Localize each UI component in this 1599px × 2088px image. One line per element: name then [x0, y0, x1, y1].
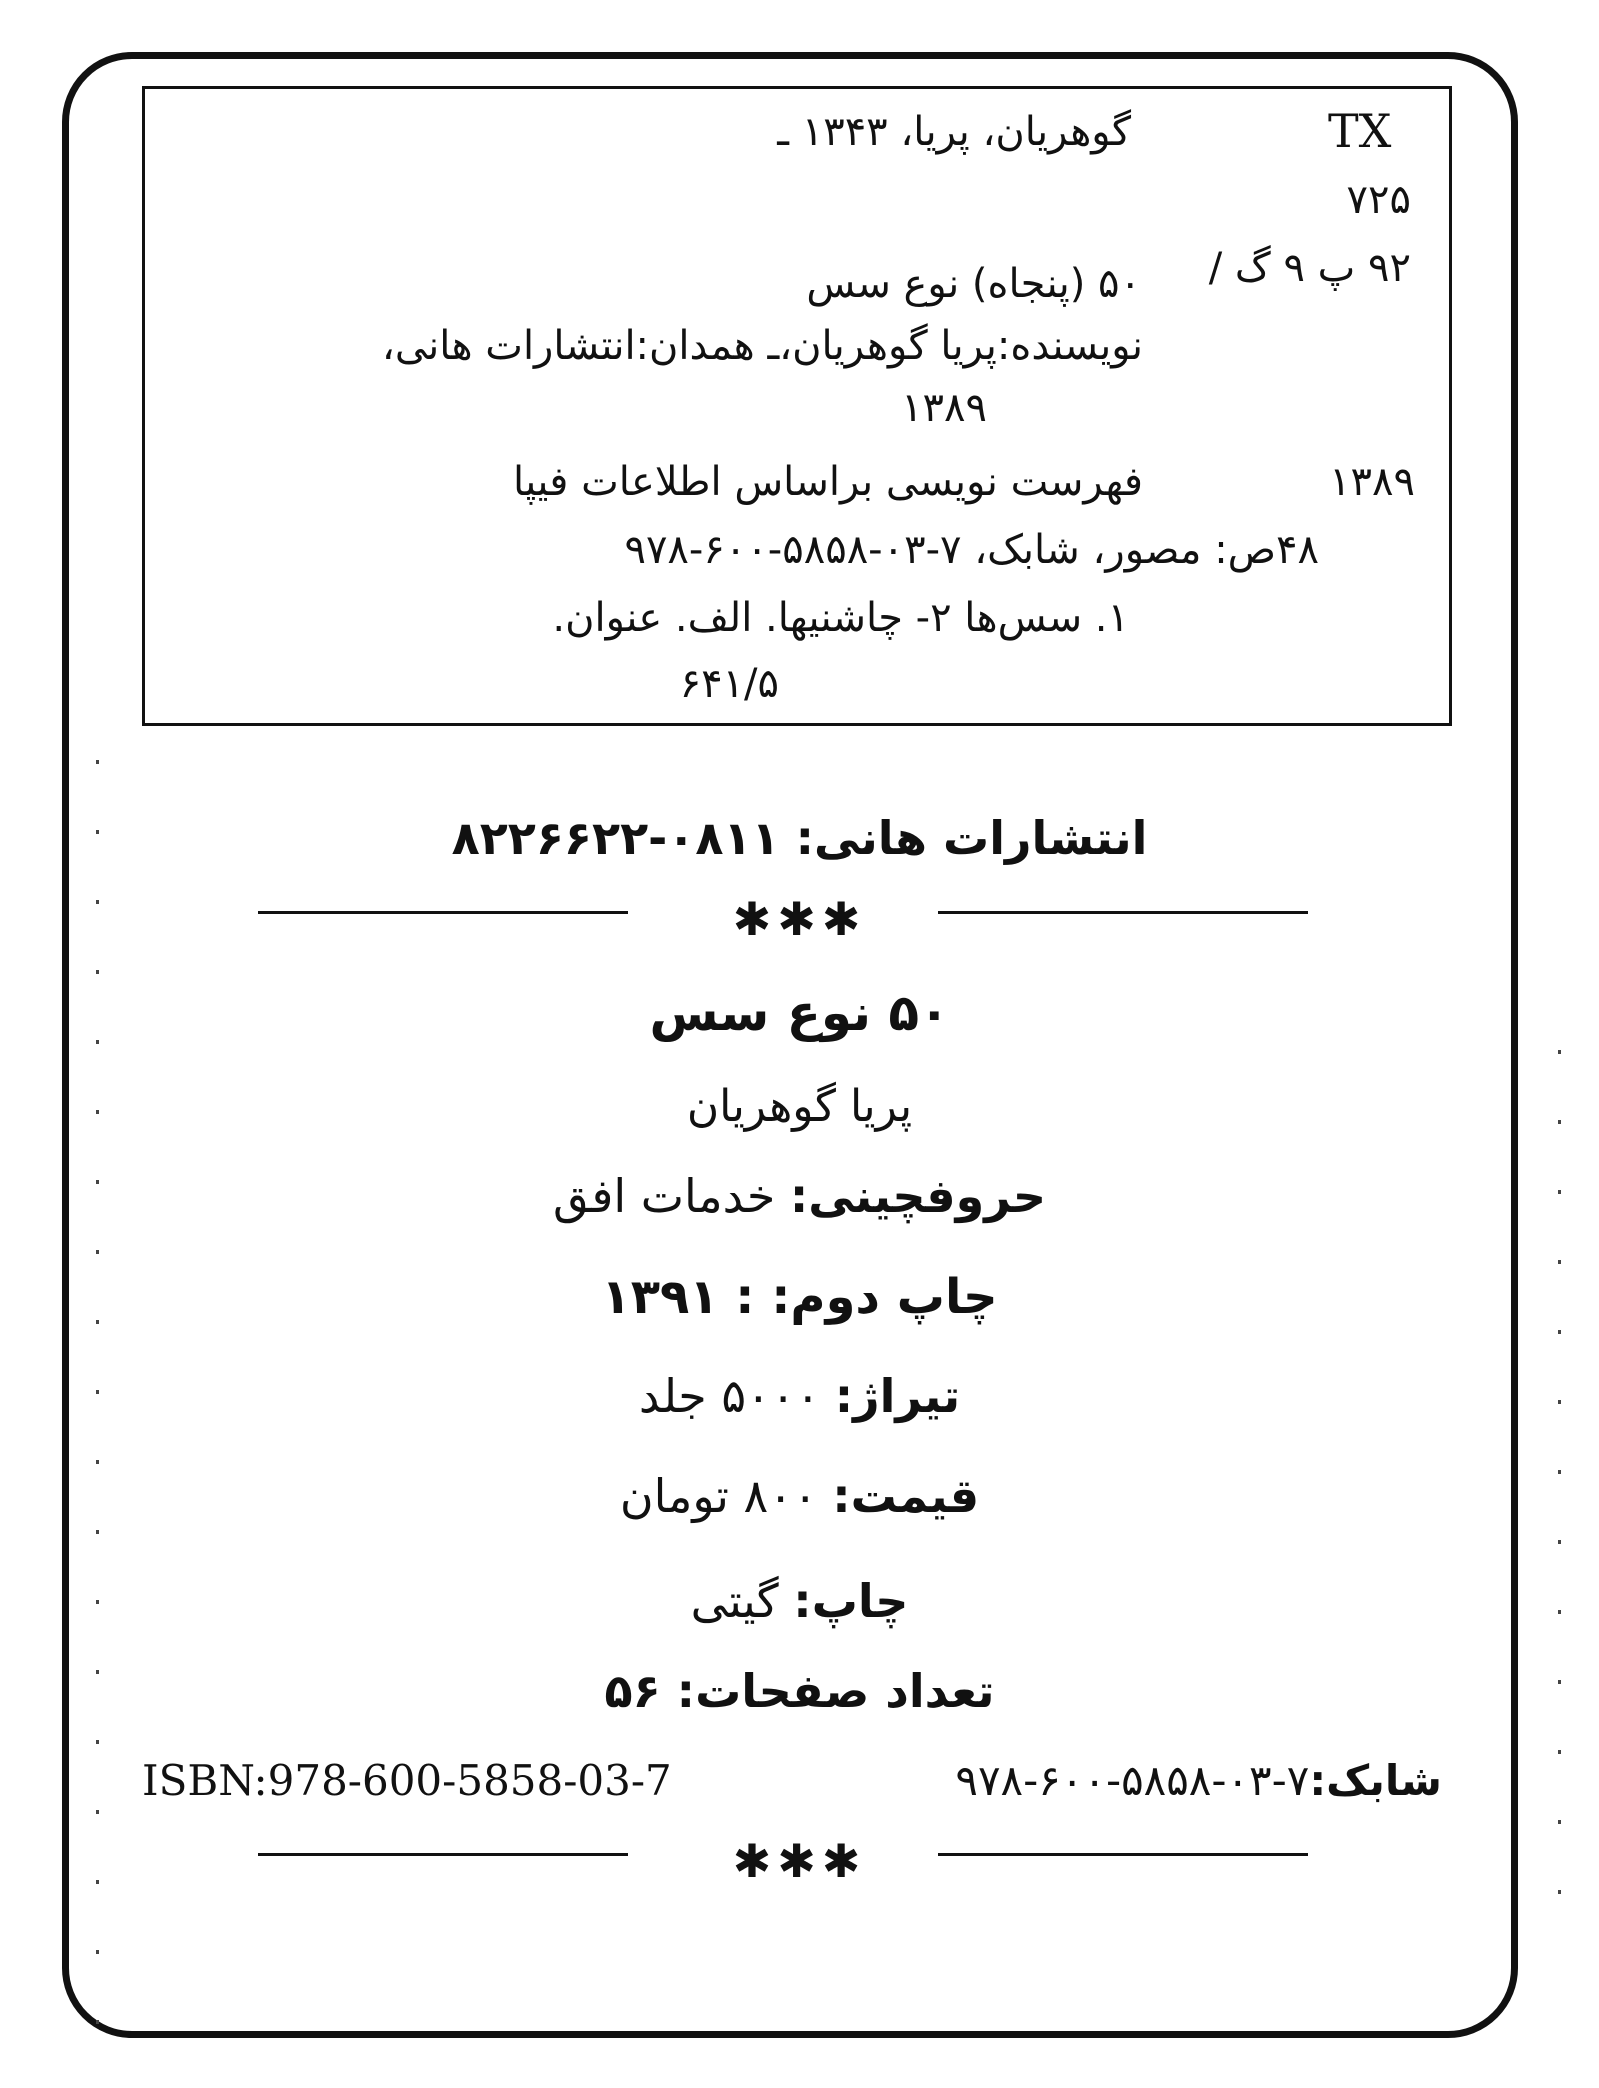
star-ornament-top: ✱✱✱	[732, 892, 867, 946]
cip-fipa-note: فهرست نویسی براساس اطلاعات فیپا	[512, 459, 1143, 505]
cip-author-line: گوهریان، پریا، ۱۳۴۳ ـ	[777, 109, 1131, 155]
printer-line	[0, 1574, 1599, 1628]
cip-year: ۱۳۸۹	[1329, 459, 1415, 505]
cip-publication-line: نویسنده:پریا گوهریان،ـ همدان:انتشارات هانی،	[381, 323, 1143, 369]
cip-dewey-number: ۶۴۱/۵	[679, 661, 779, 707]
cip-publication-year: ۱۳۸۹	[901, 385, 987, 431]
book-author: پریا گوهریان	[686, 1081, 913, 1132]
price-value: ۸۰۰ تومان	[619, 1469, 818, 1523]
typesetting-line	[0, 1169, 1599, 1223]
cip-call-number-2: ۹۲ پ ۹ گ /	[1208, 245, 1411, 291]
page-count-line	[0, 1664, 1599, 1718]
printer-value: گیتی	[690, 1574, 779, 1628]
star-ornament-bottom: ✱✱✱	[732, 1834, 867, 1888]
isbn-latin: ISBN:978-600-5858-03-7	[142, 1756, 672, 1805]
page-count-label: تعداد صفحات:	[676, 1664, 995, 1718]
price-line	[0, 1469, 1599, 1523]
isbn-label: شابک:	[1309, 1756, 1442, 1805]
printer-label: چاپ:	[793, 1574, 909, 1628]
cip-physical-description: ۴۸ص: مصور، شابک، ۷-۰۳-۵۸۵۸-۶۰۰-۹۷۸	[624, 527, 1319, 573]
print-run-value: ۵۰۰۰ جلد	[638, 1369, 821, 1423]
isbn-persian-value: ۷-۰۳-۵۸۵۸-۶۰۰-۹۷۸	[955, 1756, 1310, 1805]
typesetting-label: حروفچینی:	[789, 1169, 1047, 1223]
publisher-line	[0, 811, 1599, 865]
publisher-label: انتشارات هانی:	[795, 811, 1148, 865]
isbn-row	[142, 1756, 1442, 1805]
cip-subjects: ۱. سس‌ها ۲- چاشنیها. الف. عنوان.	[552, 595, 1129, 641]
page-count-value: ۵۶	[604, 1664, 661, 1718]
scan-noise-left	[96, 760, 99, 2060]
print-run-line	[0, 1369, 1599, 1423]
cip-title-line: ۵۰ (پنجاه) نوع سس	[806, 261, 1141, 307]
edition-line	[0, 1269, 1599, 1325]
cip-call-number-1: ۷۲۵	[1346, 177, 1411, 223]
price-label: قیمت:	[832, 1469, 980, 1523]
cip-call-prefix: TX	[1328, 104, 1392, 158]
print-run-label: تیراژ:	[834, 1369, 961, 1423]
edition-value: : ۱۳۹۱	[601, 1269, 755, 1325]
scan-noise-right	[1558, 1050, 1561, 1950]
edition-label: چاپ دوم:	[771, 1269, 998, 1325]
isbn-persian	[955, 1756, 1442, 1805]
publisher-phone: ۰۸۱۱-۸۲۲۶۶۲۲	[451, 811, 780, 865]
book-title: ۵۰ نوع سس	[649, 984, 950, 1042]
typesetting-value: خدمات افق	[552, 1169, 776, 1223]
